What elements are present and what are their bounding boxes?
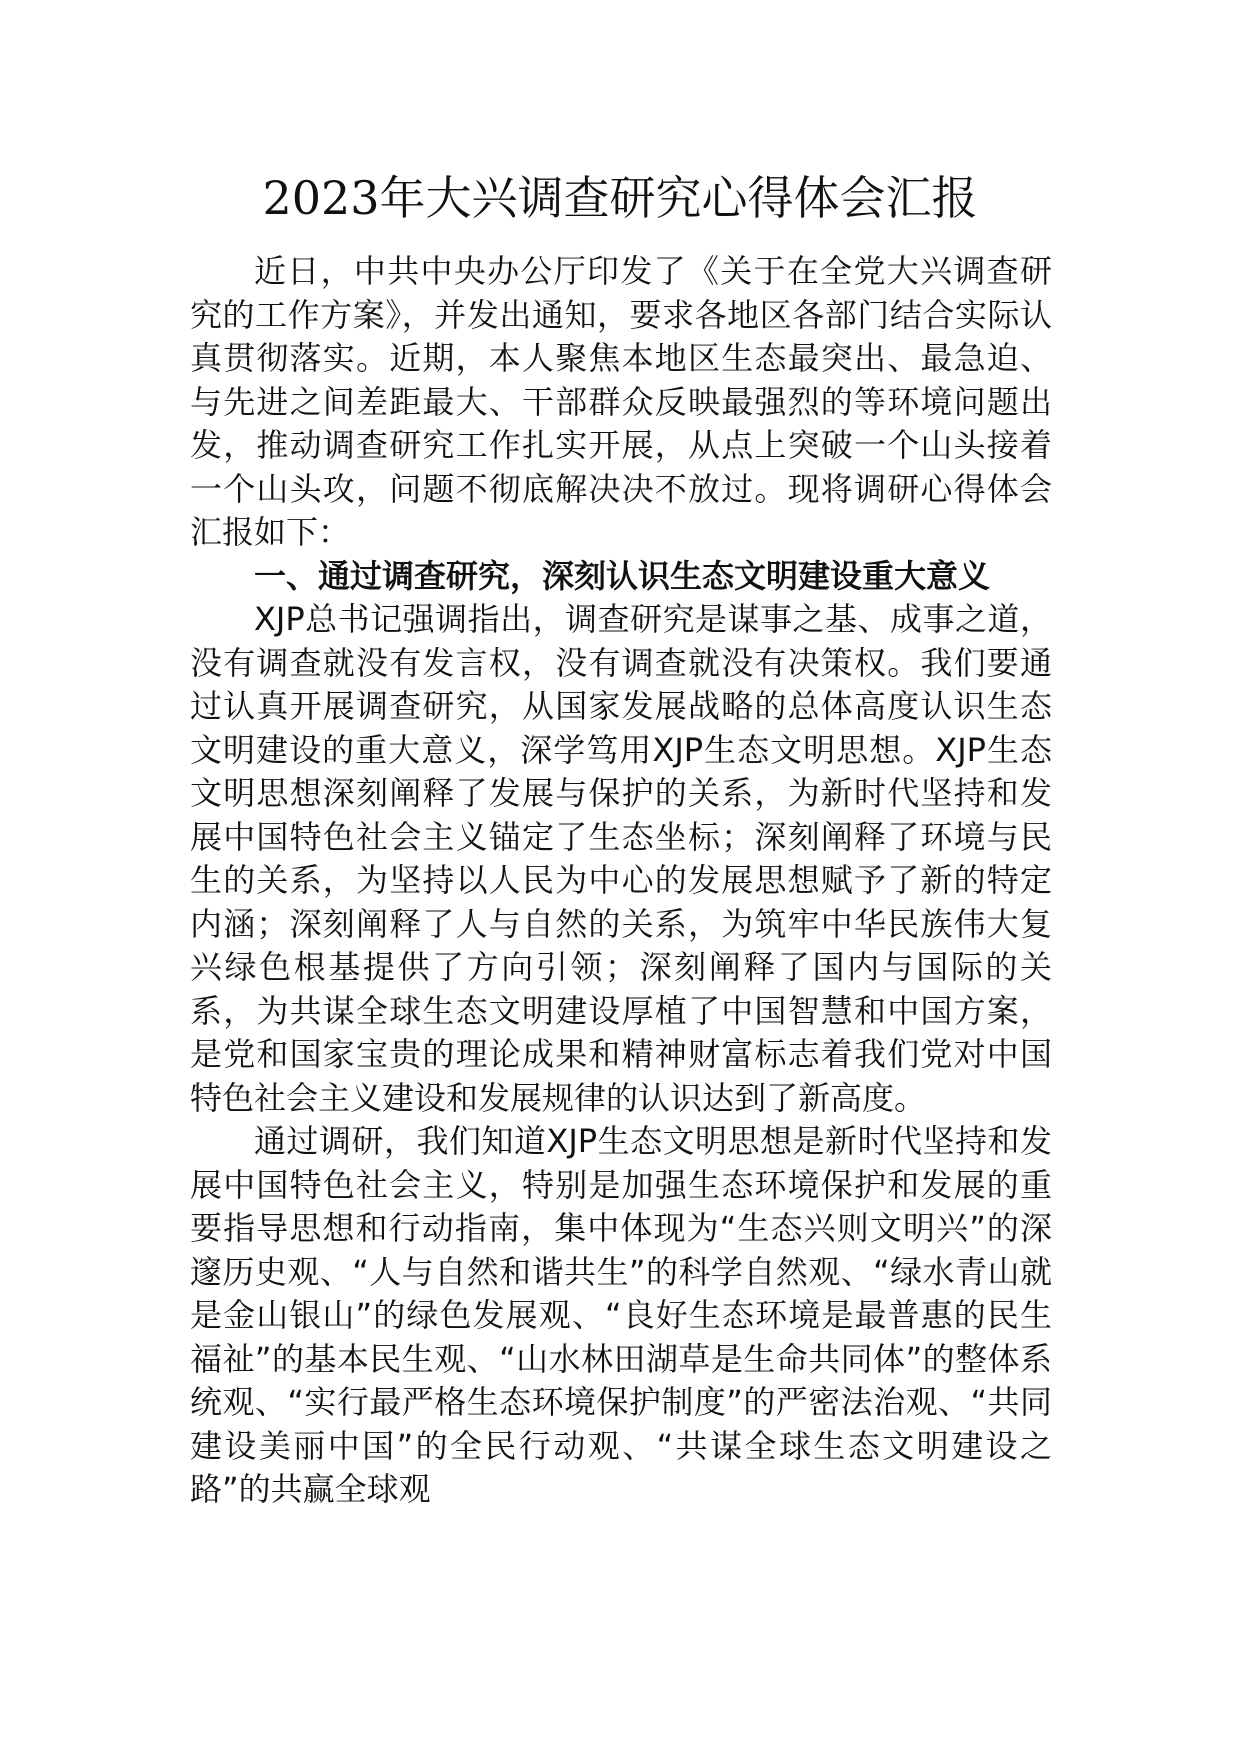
document-body — [190, 250, 1052, 1512]
paragraph-significance: XJP总书记强调指出，调查研究是谋事之基、成事之道，没有调查就没有发言权，没有调查就没有决策权。我们要通过认真开展调查研究，从国家发展战略的总体高度认识生态文明建设的重大意义，深学笃用XJP生态文明思想。XJP生态文明思想深刻阐释了发展与保护的关系，为新时代坚持和发展中国特色社会主义锚定了生态坐标；深刻阐释了环境与民生的关系，为坚持以人民为中心的发展思想赋予了新的特定内涵；深刻阐释了人与自然的关系，为筑牢中华民族伟大复兴绿色根基提供了方向引领；深刻阐释了国内与国际的关系，为共谋全球生态文明建设厚植了中国智慧和中国方案，是党和国家宝贵的理论成果和精神财富标志着我们党对中国特色社会主义建设和发展规律的认识达到了新高度。 — [190, 600, 1052, 1117]
paragraph-intro: 近日，中共中央办公厅印发了《关于在全党大兴调查研究的工作方案》，并发出通知，要求各地区各部门结合实际认真贯彻落实。近期，本人聚焦本地区生态最突出、最急迫、与先进之间差距最大、干部群众反映最强烈的等环境问题出发，推动调查研究工作扎实开展，从点上突破一个山头接着一个山头攻，问题不彻底解决决不放过。现将调研心得体会汇报如下： — [190, 252, 1052, 551]
section-heading-1: 一、通过调查研究，深刻认识生态文明建设重大意义 — [254, 556, 991, 595]
document-title: 2023年大兴调查研究心得体会汇报 — [262, 171, 978, 225]
paragraph-research-findings: 通过调研，我们知道XJP生态文明思想是新时代坚持和发展中国特色社会主义，特别是加强生态环境保护和发展的重要指导思想和行动指南，集中体现为“生态兴则文明兴”的深邃历史观、“人与自然和谐共生”的科学自然观、“绿水青山就是金山银山”的绿色发展观、“良好生态环境是最普惠的民生福祉”的基本民生观、“山水林田湖草是生命共同体”的整体系统观、“实行最严格生态环境保护制度”的严密法治观、“共同建设美丽中国”的全民行动观、“共谋全球生态文明建设之路”的共赢全球观 — [190, 1122, 1052, 1508]
